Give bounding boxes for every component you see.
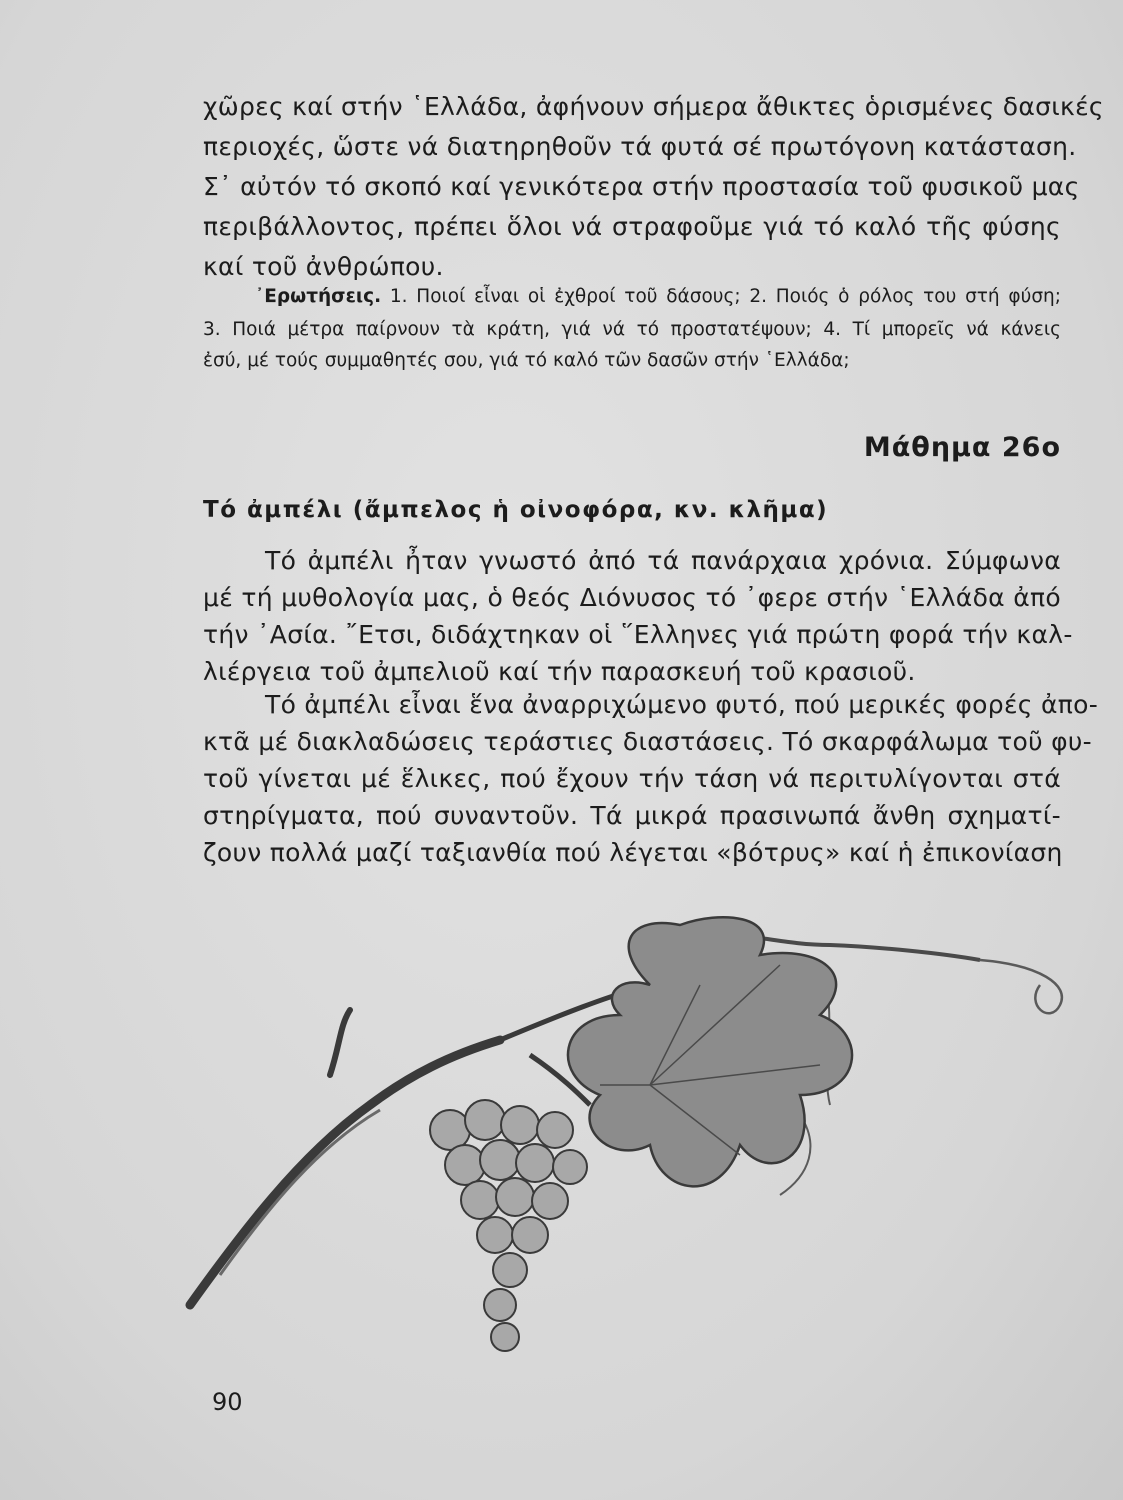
text-line: στηρίγματα, πού συναντοῦν. Τά μικρά πρασινωπά ἄνθη σχηματί-: [203, 801, 1061, 830]
text-line: κτᾶ μέ διακλαδώσεις τεράστιες διαστάσεις. Τό σκαρφάλωμα τοῦ φυ-: [203, 727, 1092, 756]
question-line: ᾿Ερωτήσεις. 1. Ποιοί εἶναι οἱ ἐχθροί τοῦ δάσους; 2. Ποιός ὁ ρόλος του στή φύση;: [255, 286, 1062, 307]
text-line: καί τοῦ ἀνθρώπου.: [203, 252, 444, 281]
text-line: μέ τή μυθολογία μας, ὁ θεός Διόνυσος τό ᾿φερε στήν ῾Ελλάδα ἀπό: [203, 583, 1061, 612]
section-heading: Τό ἀμπέλι (ἄμπελος ἡ οἰνοφόρα, κν. κλῆμα): [203, 497, 829, 523]
text-line: Σ᾿ αὐτόν τό σκοπό καί γενικότερα στήν προστασία τοῦ φυσικοῦ μας: [203, 172, 1080, 201]
text-line: λιέργεια τοῦ ἀμπελιοῦ καί τήν παρασκευή τοῦ κρασιοῦ.: [203, 657, 916, 686]
text-line: ζουν πολλά μαζί ταξιανθία πού λέγεται «βότρυς» καί ἡ ἐπικονίαση: [203, 838, 1063, 867]
text-line: χῶρες καί στήν ῾Ελλάδα, ἀφήνουν σήμερα ἄθικτες ὁρισμένες δασικές: [203, 92, 1104, 121]
question-line: ἐσύ, μέ τούς συμμαθητές σου, γιά τό καλό τῶν δασῶν στήν ῾Ελλάδα;: [203, 350, 850, 371]
text-line: περιοχές, ὥστε νά διατηρηθοῦν τά φυτά σέ πρωτόγονη κατάσταση.: [203, 132, 1077, 161]
lesson-title: Μάθημα 26ο: [863, 432, 1061, 463]
grapevine-illustration-icon: [180, 905, 1080, 1365]
text-line: Τό ἀμπέλι ἦταν γνωστό ἀπό τά πανάρχαια χρόνια. Σύμφωνα: [265, 546, 1061, 575]
question-line: 3. Ποιά μέτρα παίρνουν τὰ κράτη, γιά νά τό προστατέψουν; 4. Τί μπορεῖς νά κάνεις: [203, 319, 1061, 340]
text-line: τοῦ γίνεται μέ ἕλικες, πού ἔχουν τήν τάση νά περιτυλίγονται στά: [203, 764, 1061, 793]
text-line: τήν ᾿Ασία. ῎Ετσι, διδάχτηκαν οἱ ῞Ελληνες γιά πρώτη φορά τήν καλ-: [203, 620, 1073, 649]
text-line: Τό ἀμπέλι εἶναι ἕνα ἀναρριχώμενο φυτό, πού μερικές φορές ἀπο-: [265, 690, 1099, 719]
text-line: περιβάλλοντος, πρέπει ὅλοι νά στραφοῦμε γιά τό καλό τῆς φύσης: [203, 212, 1061, 241]
questions-label: ᾿Ερωτήσεις.: [255, 286, 382, 307]
page-number: 90: [212, 1388, 243, 1416]
